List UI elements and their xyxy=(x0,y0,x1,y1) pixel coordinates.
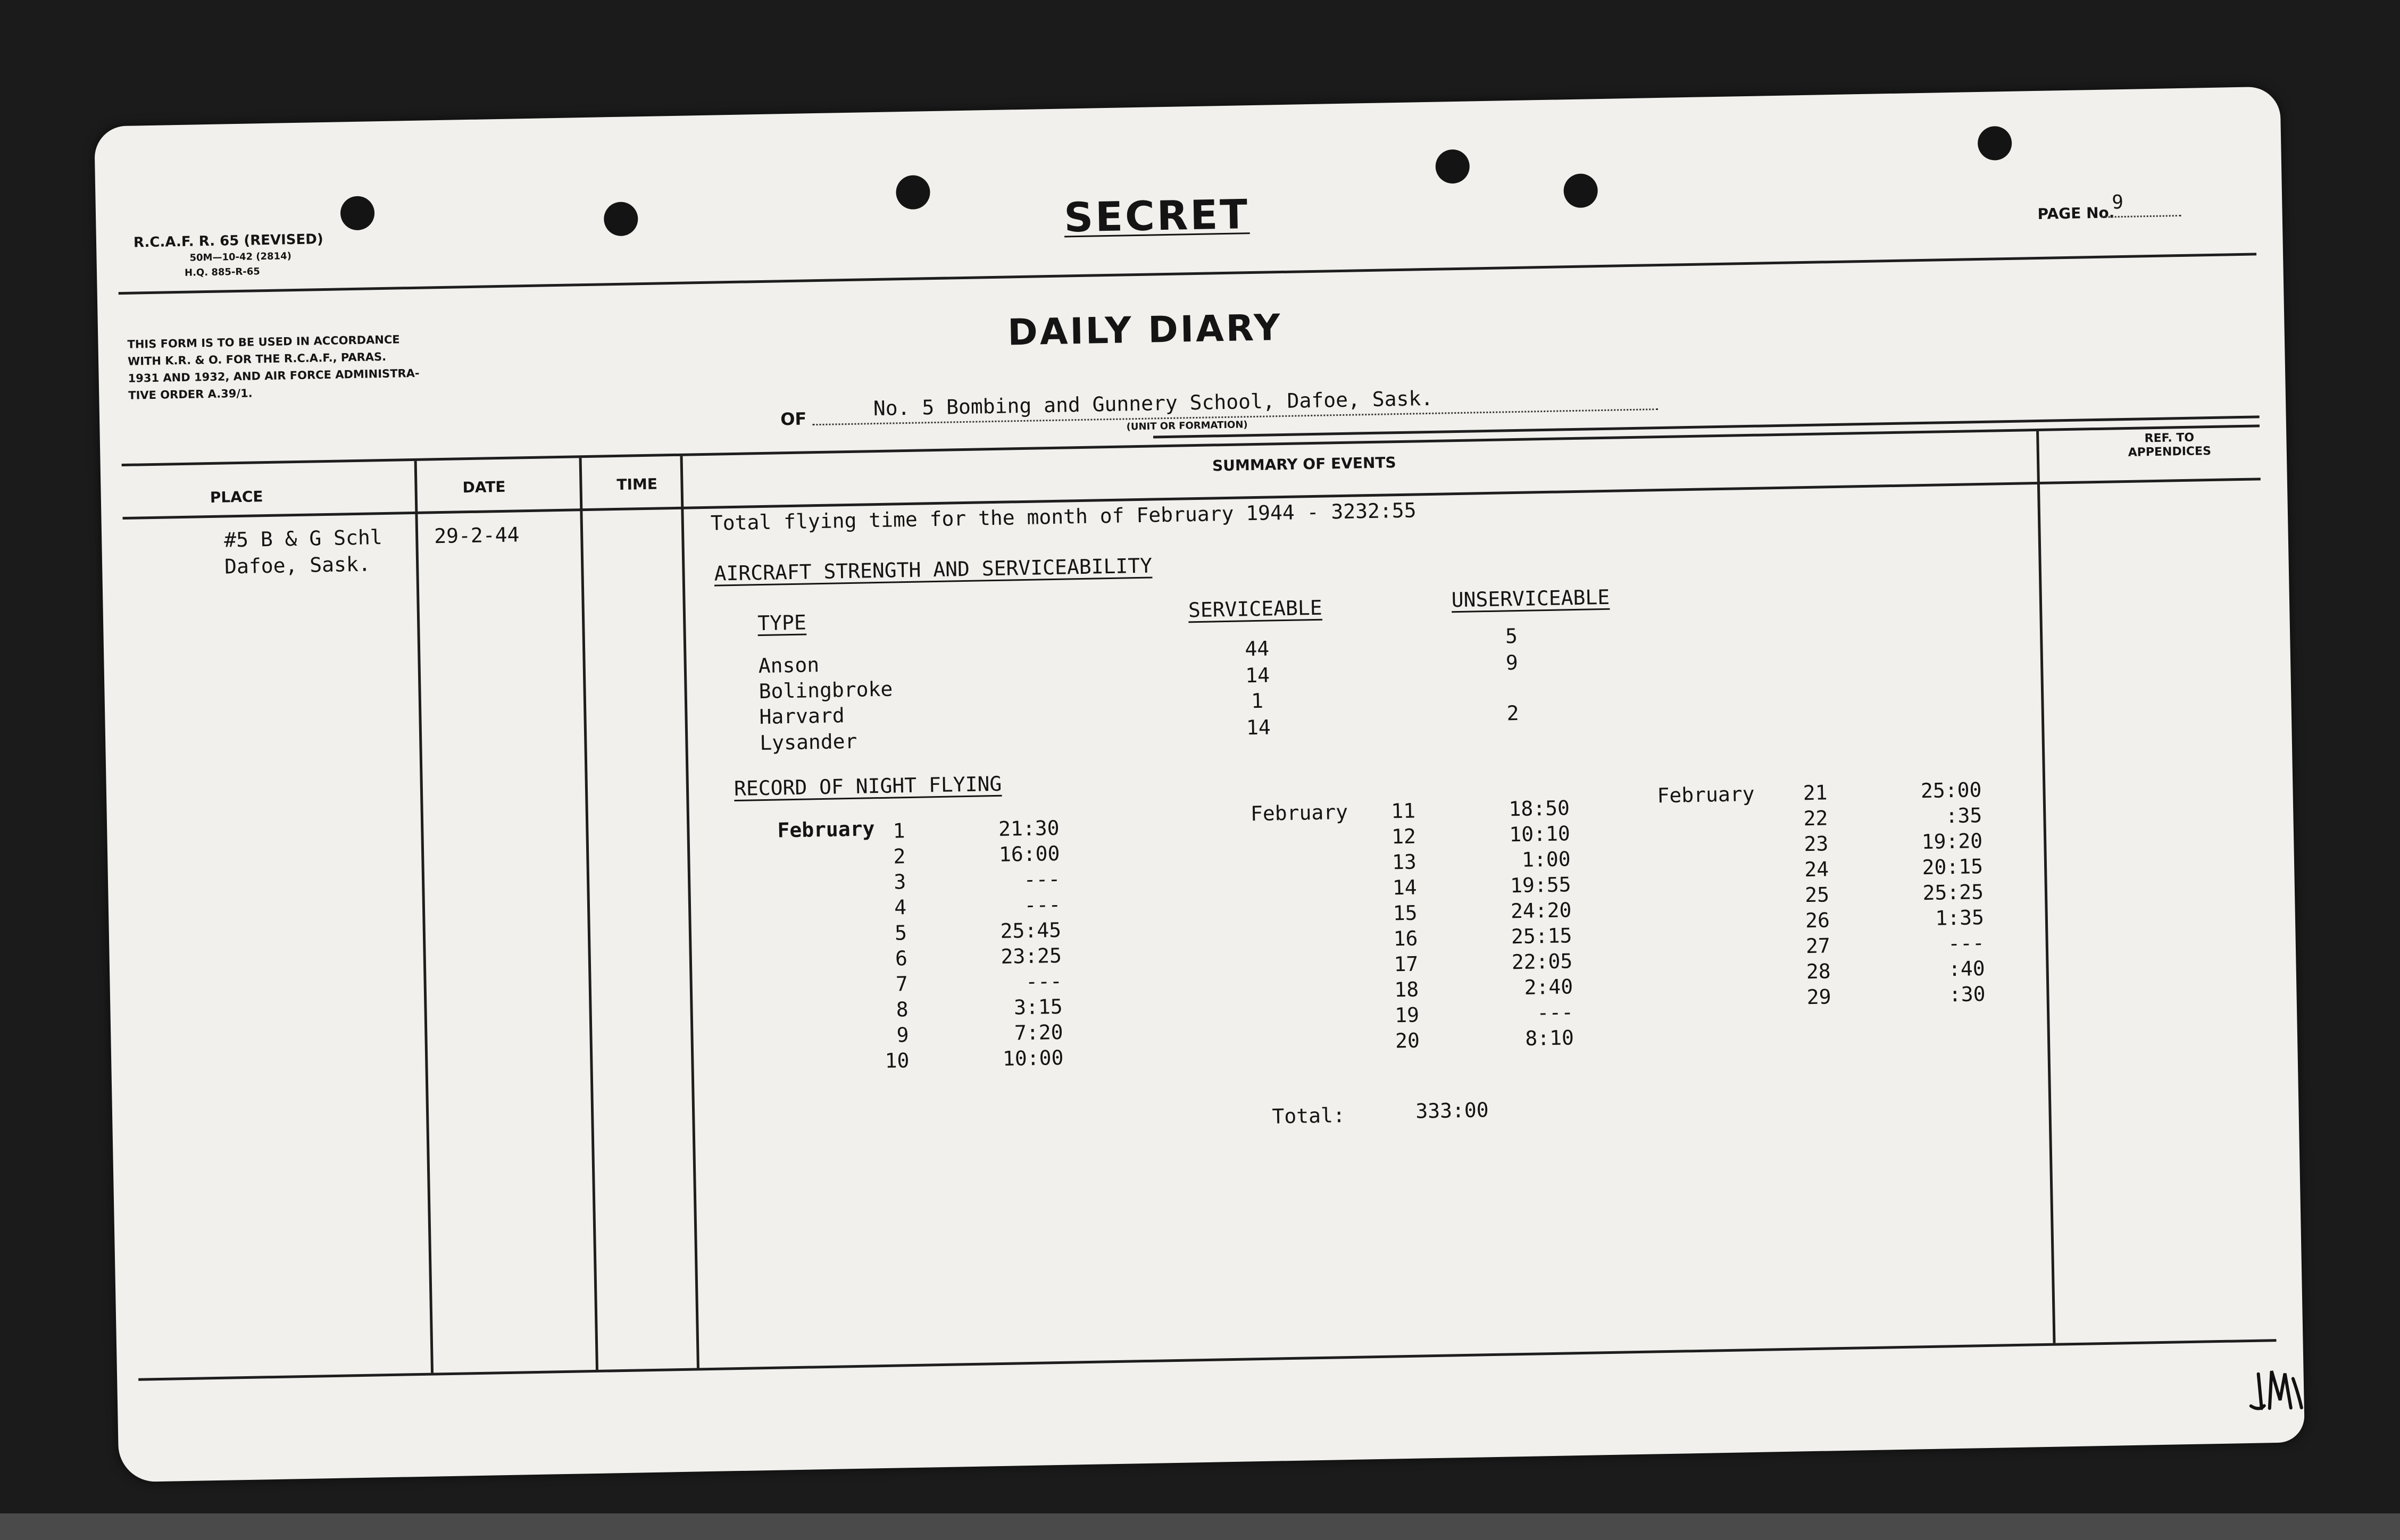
night-day: 29 xyxy=(1806,985,1831,1009)
night-hours: 25:45 xyxy=(1000,918,1062,943)
unserviceable-header: UNSERVICEABLE xyxy=(1451,585,1610,612)
night-hours: --- xyxy=(1947,931,1985,956)
aircraft-type: Anson xyxy=(758,653,820,678)
night-hours: 3:15 xyxy=(1013,994,1063,1019)
night-flying-row xyxy=(1795,778,1987,807)
night-hours: 21:30 xyxy=(998,816,1060,841)
night-day: 26 xyxy=(1805,908,1830,933)
night-flying-row xyxy=(1799,982,1991,1011)
night-hours: --- xyxy=(1023,867,1061,892)
scanner-edge xyxy=(0,1513,2400,1540)
page-label: PAGE No. xyxy=(2037,204,2115,223)
night-total-label: Total: xyxy=(1272,1103,1346,1128)
night-hours: 2:40 xyxy=(1524,975,1573,999)
night-hours: 16:00 xyxy=(998,841,1060,866)
night-hours: 19:20 xyxy=(1921,829,1983,854)
night-hours: --- xyxy=(1536,1000,1574,1025)
total-flying-line: Total flying time for the month of February 1944 - 3232:55 xyxy=(710,498,1416,535)
night-hours: 8:10 xyxy=(1524,1026,1574,1050)
night-flying-row xyxy=(873,816,1065,846)
column-divider xyxy=(414,461,434,1373)
unit-caption: (UNIT OR FORMATION) xyxy=(1126,419,1248,433)
night-flying-row xyxy=(873,842,1065,871)
night-hours: :35 xyxy=(1945,804,1982,828)
night-hours: 1:00 xyxy=(1521,847,1571,872)
night-day: 5 xyxy=(894,921,907,945)
night-day: 8 xyxy=(896,998,909,1022)
punch-hole xyxy=(896,175,930,210)
night-flying-row xyxy=(875,918,1067,948)
form-instructions: THIS FORM IS TO BE USED IN ACCORDANCE WITH K.R. & O. FOR THE R.C.A.F., PARAS. 1931 AND 1932, AND AIR FORCE ADMINISTRA- TIVE ORDER A.39/1. xyxy=(127,333,420,402)
night-flying-row xyxy=(1797,880,1989,909)
header-divider xyxy=(119,253,2256,295)
night-hours: :40 xyxy=(1948,957,1985,981)
column-header-ref: REF. TO APPENDICES xyxy=(2128,431,2212,459)
night-day: 16 xyxy=(1393,926,1418,951)
form-hq-code: H.Q. 885-R-65 xyxy=(184,266,260,279)
night-day: 20 xyxy=(1395,1028,1420,1053)
place-line-2: Dafoe, Sask. xyxy=(224,552,371,579)
night-day: 17 xyxy=(1394,952,1419,976)
night-day: 27 xyxy=(1805,934,1831,958)
night-hours: 20:15 xyxy=(1922,855,1984,880)
serviceable-header: SERVICEABLE xyxy=(1188,596,1323,622)
night-flying-row xyxy=(876,944,1068,973)
night-day: 28 xyxy=(1806,959,1831,984)
night-day: 2 xyxy=(893,844,906,868)
night-day: 3 xyxy=(893,870,906,894)
night-day: 15 xyxy=(1393,901,1418,925)
night-flying-row xyxy=(1386,949,1578,978)
aircraft-unserviceable: 5 xyxy=(1505,624,1518,648)
aircraft-serviceable: 14 xyxy=(1245,663,1270,688)
night-day: 12 xyxy=(1391,824,1416,849)
night-day: 22 xyxy=(1803,806,1828,831)
night-flying-row xyxy=(1797,906,1989,935)
night-flying-row xyxy=(1796,829,1988,858)
diary-page xyxy=(94,87,2305,1483)
punch-hole xyxy=(340,196,374,230)
night-flying-row xyxy=(876,995,1068,1024)
night-hours: 19:55 xyxy=(1510,873,1571,898)
punch-hole xyxy=(1978,126,2012,161)
night-flying-row xyxy=(1796,804,1988,833)
aircraft-type: Harvard xyxy=(759,704,845,729)
night-day: 25 xyxy=(1804,883,1830,907)
aircraft-serviceable: 44 xyxy=(1244,637,1270,661)
night-flying-row xyxy=(1385,898,1577,927)
aircraft-serviceable: 1 xyxy=(1251,689,1264,713)
night-hours: 25:00 xyxy=(1920,778,1982,803)
night-hours: 10:00 xyxy=(1002,1045,1064,1070)
aircraft-type: Bolingbroke xyxy=(759,677,893,704)
night-day: 10 xyxy=(885,1049,910,1073)
night-flying-heading: RECORD OF NIGHT FLYING xyxy=(734,772,1002,801)
entry-date: 29-2-44 xyxy=(434,523,520,548)
night-day: 23 xyxy=(1804,832,1829,856)
night-total-value: 333:00 xyxy=(1415,1098,1489,1123)
night-day: 19 xyxy=(1394,1003,1420,1027)
night-month-label: February xyxy=(777,817,875,842)
aircraft-type: Lysander xyxy=(760,729,857,755)
night-flying-row xyxy=(1798,931,1990,960)
page-title: DAILY DIARY xyxy=(1007,307,1283,354)
night-month-label: February xyxy=(1250,800,1348,826)
night-flying-row xyxy=(1385,873,1577,902)
punch-hole xyxy=(1435,149,1470,184)
night-flying-row xyxy=(874,893,1066,922)
unit-name: No. 5 Bombing and Gunnery School, Dafoe, Sask. xyxy=(873,386,1434,421)
night-day: 9 xyxy=(896,1023,909,1047)
night-day: 6 xyxy=(895,947,908,970)
night-day: 1 xyxy=(893,819,905,843)
column-header-summary: SUMMARY OF EVENTS xyxy=(1212,454,1396,475)
night-hours: 10:10 xyxy=(1509,822,1571,847)
night-hours: 23:25 xyxy=(1001,943,1062,968)
night-flying-row xyxy=(876,969,1068,999)
column-header-time: TIME xyxy=(616,475,658,493)
night-day: 14 xyxy=(1392,875,1418,900)
footer-rule xyxy=(138,1339,2276,1381)
night-flying-row xyxy=(1384,822,1576,851)
night-flying-row xyxy=(1384,796,1576,825)
night-day: 7 xyxy=(895,972,909,996)
night-flying-row xyxy=(1387,1026,1579,1055)
page-number: 9 xyxy=(2111,191,2124,214)
type-header: TYPE xyxy=(757,610,807,635)
night-hours: 24:20 xyxy=(1510,898,1572,923)
place-line-1: #5 B & G Schl xyxy=(223,525,383,552)
punch-hole xyxy=(1563,173,1598,208)
aircraft-heading: AIRCRAFT STRENGTH AND SERVICEABILITY xyxy=(714,554,1153,585)
column-header-date: DATE xyxy=(462,478,506,497)
night-hours: :30 xyxy=(1948,982,1986,1007)
night-hours: 18:50 xyxy=(1509,796,1570,821)
night-month-label: February xyxy=(1657,782,1755,808)
column-divider xyxy=(680,456,699,1368)
night-day: 13 xyxy=(1391,850,1417,874)
night-flying-row xyxy=(1798,957,1990,986)
column-divider xyxy=(579,458,598,1370)
night-flying-row xyxy=(1384,847,1576,876)
night-day: 21 xyxy=(1803,781,1828,805)
signature-initials xyxy=(2247,1357,2312,1417)
night-hours: 25:15 xyxy=(1511,924,1572,949)
night-flying-row xyxy=(1386,924,1578,953)
punch-hole xyxy=(604,202,638,236)
form-print-code: 50M—10-42 (2814) xyxy=(189,250,292,264)
column-header-place: PLACE xyxy=(210,488,263,506)
night-flying-row xyxy=(874,867,1066,897)
night-flying-row xyxy=(877,1020,1069,1050)
classification-stamp: SECRET xyxy=(1063,190,1250,241)
night-day: 24 xyxy=(1804,857,1829,882)
aircraft-serviceable: 14 xyxy=(1246,715,1271,740)
night-day: 11 xyxy=(1390,799,1416,823)
night-flying-row xyxy=(1797,855,1989,884)
night-hours: 22:05 xyxy=(1511,949,1573,974)
of-label: OF xyxy=(780,408,807,430)
column-divider xyxy=(2036,431,2055,1343)
night-flying-row xyxy=(1387,975,1579,1004)
night-hours: 1:35 xyxy=(1935,906,1985,930)
night-hours: 25:25 xyxy=(1922,880,1984,905)
aircraft-unserviceable: 9 xyxy=(1505,650,1519,675)
night-day: 18 xyxy=(1394,977,1419,1002)
night-hours: --- xyxy=(1024,892,1061,917)
aircraft-unserviceable: 2 xyxy=(1506,701,1519,725)
night-flying-row xyxy=(877,1046,1069,1075)
form-code: R.C.A.F. R. 65 (REVISED) xyxy=(133,231,323,251)
night-flying-row xyxy=(1387,1000,1579,1030)
night-hours: --- xyxy=(1025,969,1063,994)
night-hours: 7:20 xyxy=(1014,1020,1063,1045)
night-day: 4 xyxy=(894,895,907,919)
